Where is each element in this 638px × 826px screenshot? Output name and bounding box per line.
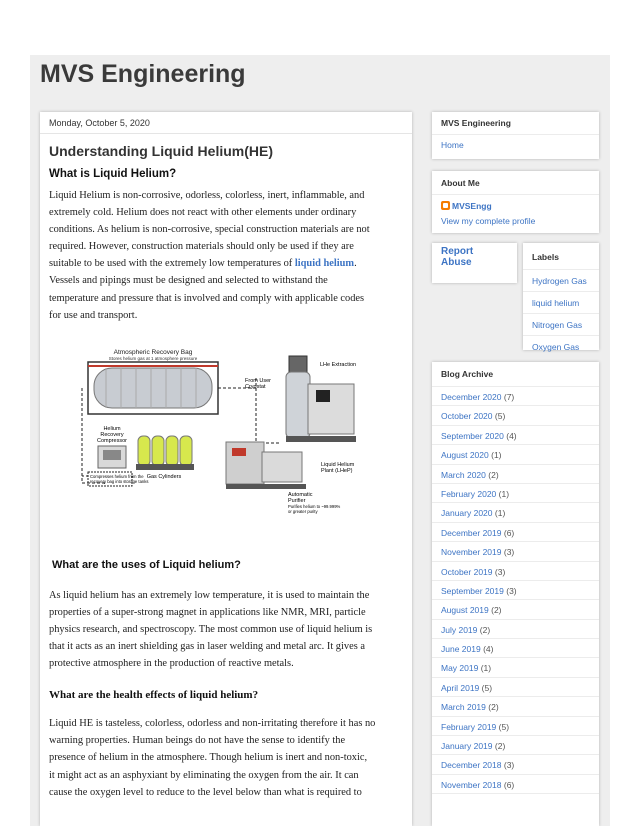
liquefier-dewar xyxy=(286,372,310,438)
purifier-label-2: Purifier xyxy=(288,497,306,504)
archive-count: (2) xyxy=(488,702,499,713)
text-line: warning properties. Human beings do not have the sense to identify the xyxy=(49,735,346,747)
archive-month: December 2019 xyxy=(441,527,502,538)
section2-paragraph xyxy=(49,587,403,672)
post-title[interactable]: Understanding Liquid Helium(HE) xyxy=(49,143,273,159)
text-line: protective atmosphere in the production of reactive metals. xyxy=(49,658,294,670)
text-line: required. However, construction materials should only be used if they are xyxy=(49,241,354,253)
archive-month: October 2019 xyxy=(441,566,493,577)
archive-month-link[interactable] xyxy=(432,503,599,522)
archive-count: (7) xyxy=(503,392,515,402)
flow-line-down xyxy=(256,388,281,443)
pages-widget-title: MVS Engineering xyxy=(432,112,599,135)
plant-label-2: Plant (LHeP) xyxy=(321,467,353,474)
archive-month: June 2019 xyxy=(441,644,481,655)
archive-month: February 2019 xyxy=(441,721,497,732)
bag-title: Atmospheric Recovery Bag xyxy=(113,348,193,356)
archive-month-link[interactable] xyxy=(432,484,599,503)
view-profile-link[interactable]: View my complete profile xyxy=(441,216,536,226)
text-line: properties of a super-strong magnet in applications like NMR, MRI, particle xyxy=(49,606,366,618)
archive-month-link[interactable] xyxy=(432,523,599,542)
label-link[interactable]: liquid helium xyxy=(523,292,599,314)
archive-month-link[interactable] xyxy=(432,639,599,658)
archive-count: (2) xyxy=(479,624,491,635)
post-card xyxy=(40,112,412,826)
purifier-label-1: Automatic xyxy=(288,491,313,498)
archive-month-link[interactable] xyxy=(432,620,599,639)
archive-month-link[interactable] xyxy=(432,406,599,425)
archive-month-link[interactable] xyxy=(432,542,599,561)
archive-month: November 2019 xyxy=(441,547,502,558)
section1-paragraph xyxy=(49,187,403,324)
section-heading-what-is: What is Liquid Helium? xyxy=(49,168,177,180)
purifier-right xyxy=(262,452,302,482)
pages-widget xyxy=(432,112,599,159)
archive-month: May 2019 xyxy=(441,663,479,674)
archive-month: April 2019 xyxy=(441,682,480,693)
gas-cylinders-label: Gas Cylinders xyxy=(146,473,182,480)
liquefier-cabinet xyxy=(308,384,354,434)
archive-month: February 2020 xyxy=(441,488,497,499)
helium-recovery-diagram xyxy=(76,348,376,528)
section-heading-uses: What are the uses of Liquid helium? xyxy=(52,558,241,571)
archive-count: (4) xyxy=(483,644,494,655)
archive-count: (1) xyxy=(480,663,492,674)
cryostat-label: Cryostat xyxy=(245,383,266,390)
labels-widget xyxy=(523,243,599,350)
gas-cylinder xyxy=(180,436,192,466)
archive-month-link[interactable] xyxy=(432,426,599,445)
text-line: that it acts as an inert shielding gas in laser welding and metal arc. It gives a xyxy=(49,641,365,653)
text-line: it might act as an asphyxiant by eliminating the oxygen from the air. It can xyxy=(49,769,359,781)
archive-count: (1) xyxy=(498,488,510,499)
archive-month-link[interactable] xyxy=(432,717,599,736)
compressor-label-1: Helium xyxy=(103,425,121,432)
archive-count: (3) xyxy=(503,760,515,771)
text-line: As liquid helium has an extremely low temperature, it is used to maintain the xyxy=(49,589,370,601)
home-link[interactable]: Home xyxy=(441,140,464,150)
report-line-2: Abuse xyxy=(441,257,472,268)
compress-note-1: Compresses helium from the xyxy=(90,473,144,479)
archive-month-link[interactable] xyxy=(432,562,599,581)
archive-month: January 2019 xyxy=(441,741,493,752)
extraction-head xyxy=(289,356,307,374)
text-line: for use and transport. xyxy=(49,309,138,321)
archive-count: (3) xyxy=(494,566,506,577)
from-user-label: From User xyxy=(245,377,271,384)
archive-count: (6) xyxy=(503,779,515,790)
gas-cylinder xyxy=(152,436,164,466)
recovery-bag xyxy=(94,368,212,408)
about-me-widget xyxy=(432,171,599,233)
archive-month: September 2020 xyxy=(441,430,504,441)
archive-count: (2) xyxy=(491,605,502,616)
archive-month-link[interactable] xyxy=(432,387,599,406)
archive-count: (3) xyxy=(503,547,515,558)
archive-count: (2) xyxy=(488,469,499,480)
archive-month-link[interactable] xyxy=(432,600,599,619)
line-suffix: . xyxy=(354,258,357,270)
section3-paragraph xyxy=(49,715,403,800)
text-line: cause the oxygen level to reduce to the level below than what is required to xyxy=(49,786,362,798)
archive-month-link[interactable] xyxy=(432,445,599,464)
text-line: Liquid HE is tasteless, colorless, odorless and non-irritating therefore it has no xyxy=(49,718,376,730)
archive-month: January 2020 xyxy=(441,508,493,519)
archive-month-link[interactable] xyxy=(432,658,599,677)
label-link[interactable]: Hydrogen Gas xyxy=(523,270,599,292)
post-date: Monday, October 5, 2020 xyxy=(40,112,412,134)
archive-count: (5) xyxy=(494,411,506,422)
archive-month-link[interactable] xyxy=(432,775,599,794)
bag-subtitle: Stores helium gas at 1 atmosphere pressure xyxy=(108,355,198,361)
label-link[interactable]: Oxygen Gas xyxy=(532,342,580,352)
archive-month: November 2018 xyxy=(441,779,502,790)
text-line: presence of helium in the atmosphere. Though helium is inert and non-toxic, xyxy=(49,752,368,764)
archive-month: August 2020 xyxy=(441,450,489,461)
text-line: temperature and pressure that is involved and comply with applicable codes xyxy=(49,292,365,304)
text-line: conditions. As helium is non-corrosive, special construction materials are not xyxy=(49,224,370,236)
archive-month-link[interactable] xyxy=(432,736,599,755)
archive-month-link[interactable] xyxy=(432,697,599,716)
compress-note-2: recovery bag into storage tanks xyxy=(90,478,149,484)
text-line: extremely cold. Helium does not react with other elements under ordinary xyxy=(49,207,357,219)
archive-count: (3) xyxy=(506,585,517,596)
archive-count: (4) xyxy=(506,430,517,441)
text-line: Liquid Helium is non-corrosive, odorless, colorless, inert, inflammable, and xyxy=(49,190,365,201)
blog-archive-title: Blog Archive xyxy=(432,362,599,387)
archive-month: March 2020 xyxy=(441,469,486,480)
archive-month: October 2020 xyxy=(441,411,493,422)
text-line xyxy=(49,255,403,272)
profile-name-link[interactable]: MVSEngg xyxy=(452,201,492,211)
archive-month-link[interactable] xyxy=(432,581,599,600)
plant-label-1: Liquid Helium xyxy=(321,461,355,468)
text-line: physics research, and spectroscopy. The most common use of liquid helium is xyxy=(49,623,373,635)
archive-count: (2) xyxy=(494,741,506,752)
archive-month: September 2019 xyxy=(441,585,504,596)
report-abuse-link[interactable] xyxy=(441,246,508,268)
gas-cylinder xyxy=(138,436,150,466)
archive-month: August 2019 xyxy=(441,605,489,616)
archive-count: (1) xyxy=(494,508,506,519)
compressor-label-3: Compressor xyxy=(97,437,127,444)
archive-month: December 2018 xyxy=(441,760,502,771)
archive-month-link[interactable] xyxy=(432,755,599,774)
archive-list xyxy=(432,387,599,794)
purifier-label-4: or greater purity xyxy=(288,508,318,514)
line-prefix: suitable to be used with the extremely low temperatures of xyxy=(49,258,293,270)
profile-row xyxy=(432,195,599,211)
archive-count: (6) xyxy=(503,527,515,538)
archive-month-link[interactable] xyxy=(432,465,599,484)
compressor-label-2: Recovery xyxy=(100,431,124,438)
blog-archive-widget xyxy=(432,362,599,826)
blogger-icon xyxy=(441,201,450,210)
purifier-label-3: Purifies helium to ~99.999% xyxy=(288,503,341,509)
archive-count: (1) xyxy=(491,450,502,461)
archive-month-link[interactable] xyxy=(432,678,599,697)
lhe-extraction-label: LHe Extraction xyxy=(320,361,357,368)
label-link[interactable]: Nitrogen Gas xyxy=(523,314,599,336)
gas-cylinder xyxy=(166,436,178,466)
archive-count: (5) xyxy=(498,721,510,732)
labels-title: Labels xyxy=(523,243,599,270)
section-heading-health: What are the health effects of liquid helium? xyxy=(49,689,259,702)
archive-month: July 2019 xyxy=(441,624,478,635)
about-me-title: About Me xyxy=(432,171,599,195)
archive-count: (5) xyxy=(481,682,493,693)
blog-title[interactable]: MVS Engineering xyxy=(40,60,246,88)
report-line-1: Report xyxy=(441,246,474,257)
text-line: Vessels and pipings must be designed and selected to withstand the xyxy=(49,275,328,287)
liquid-helium-link[interactable]: liquid helium xyxy=(294,258,355,270)
archive-month: December 2020 xyxy=(441,392,502,402)
archive-month: March 2019 xyxy=(441,702,486,713)
report-abuse-widget xyxy=(432,243,517,283)
